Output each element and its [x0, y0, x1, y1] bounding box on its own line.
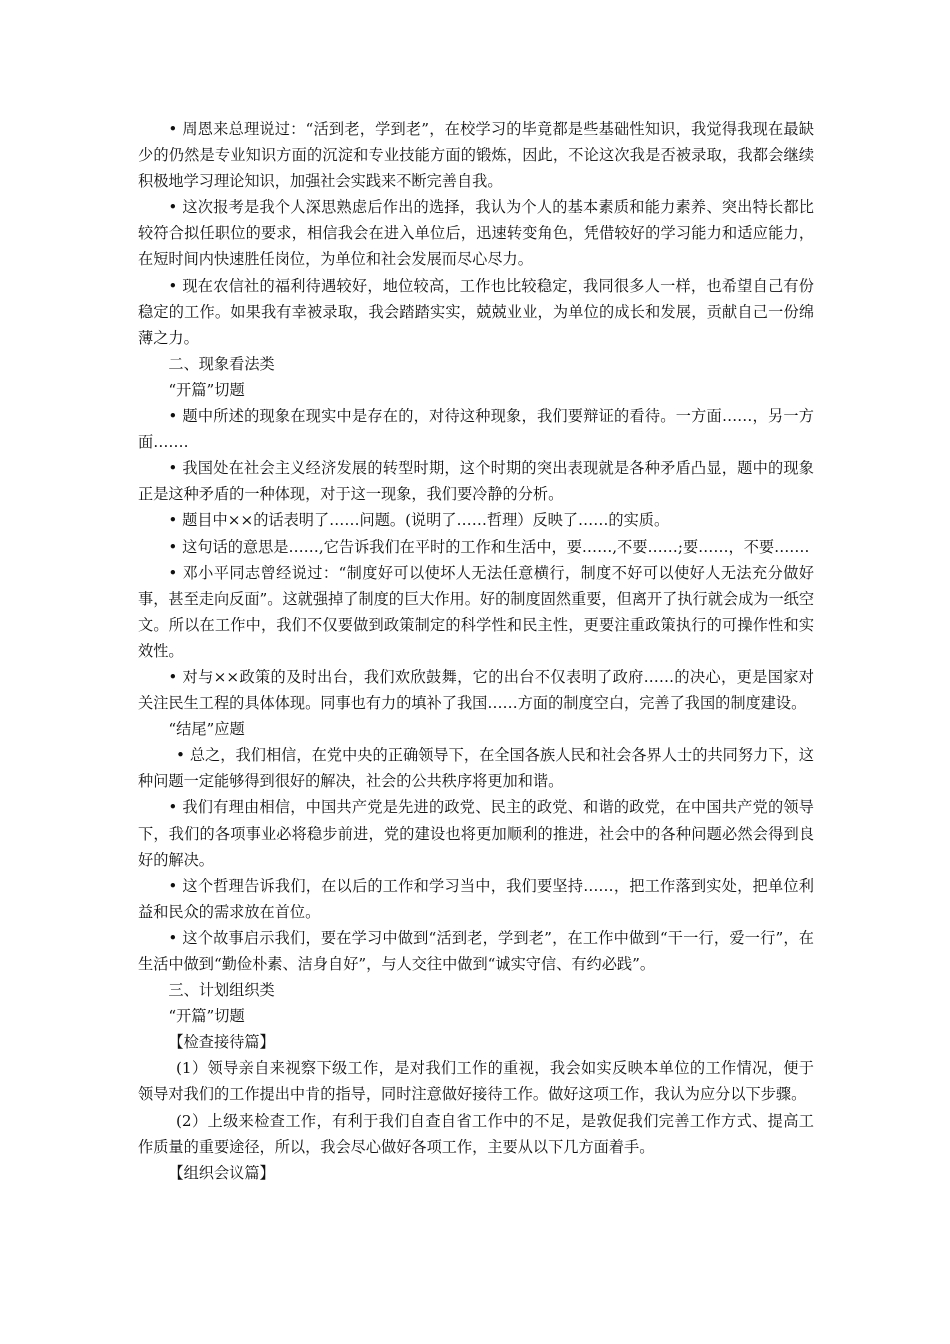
subsection-heading: “结尾”应题 [168, 720, 245, 739]
paragraph: • 题中所述的现象在现实中是存在的，对待这种现象，我们要辩证的看待。一方面……，另一方面……. [138, 407, 814, 452]
paragraph: (2）上级来检查工作，有利于我们自查自省工作中的不足，是敦促我们完善工作方式、提高工作质量的重要途径，所以，我会尽心做好各项工作，主要从以下几方面着手。 [138, 1111, 814, 1156]
paragraph: • 这次报考是我个人深思熟虑后作出的选择，我认为个人的基本素质和能力素养、突出特长都比较符合拟任职位的要求，相信我会在进入单位后，迅速转变角色，凭借较好的学习能力和适应能力，在短时间内快速胜任岗位，为单位和社会发展而尽心尽力。 [138, 198, 814, 269]
section-heading: 三、计划组织类 [168, 981, 275, 1000]
paragraph: • 这个故事启示我们，要在学习中做到“活到老，学到老”，在工作中做到“干一行，爱一行”，在生活中做到“勤俭朴素、洁身自好”，与人交往中做到“诚实守信、有约必践”。 [138, 928, 814, 973]
paragraph: (1）领导亲自来视察下级工作，是对我们工作的重视，我会如实反映本单位的工作情况，便于领导对我们的工作提出中肯的指导，同时注意做好接待工作。做好这项工作，我认为应分以下步骤。 [138, 1059, 814, 1104]
paragraph: • 现在农信社的福利待遇较好，地位较高，工作也比较稳定，我同很多人一样，也希望自己有份稳定的工作。如果我有幸被录取，我会踏踏实实，兢兢业业，为单位的成长和发展，贡献自己一份绵薄之力。 [138, 276, 814, 347]
paragraph: • 总之，我们相信，在党中央的正确领导下，在全国各族人民和社会各界人士的共同努力下，这种问题一定能够得到很好的解决，社会的公共秩序将更加和谐。 [138, 746, 814, 791]
paragraph: • 这个哲理告诉我们，在以后的工作和学习当中，我们要坚持……，把工作落到实处，把单位利益和民众的需求放在首位。 [138, 876, 814, 921]
paragraph: • 对与××政策的及时出台，我们欢欣鼓舞，它的出台不仅表明了政府……的决心，更是国家对关注民生工程的具体体现。同事也有力的填补了我国……方面的制度空白，完善了我国的制度建设。 [138, 667, 814, 713]
bracket-heading: 【组织会议篇】 [168, 1163, 275, 1182]
subsection-heading: “开篇”切题 [168, 380, 245, 399]
bracket-heading: 【检查接待篇】 [168, 1033, 275, 1052]
paragraph: • 我国处在社会主义经济发展的转型时期，这个时期的突出表现就是各种矛盾凸显，题中的现象正是这种矛盾的一种体现，对于这一现象，我们要冷静的分析。 [138, 459, 814, 504]
paragraph: • 周恩来总理说过：“活到老，学到老”，在校学习的毕竟都是些基础性知识，我觉得我现在最缺少的仍然是专业知识方面的沉淀和专业技能方面的锻炼，因此，不论这次我是否被录取，我都会继续积极地学习理论知识，加强社会实践来不断完善自我。 [138, 120, 814, 191]
subsection-heading: “开篇”切题 [168, 1007, 245, 1026]
paragraph: • 邓小平同志曾经说过：“制度好可以使坏人无法任意横行，制度不好可以使好人无法充分做好事，甚至走向反面”。这就强掉了制度的巨大作用。好的制度固然重要，但离开了执行就会成为一纸空文。所以在工作中，我们不仅要做到政策制定的科学性和民主性，更要注重政策执行的可操作性和实效性。 [138, 563, 815, 660]
paragraph: • 题目中××的话表明了……问题。(说明了……哲理）反映了……的实质。 [168, 511, 670, 530]
paragraph: • 这句话的意思是……,它告诉我们在平时的工作和生活中，要……,不要……;要……，不要……. [168, 537, 810, 556]
document-body [138, 116, 814, 1186]
section-heading: 二、现象看法类 [168, 354, 275, 373]
paragraph: • 我们有理由相信，中国共产党是先进的政党、民主的政党、和谐的政党，在中国共产党的领导下，我们的各项事业必将稳步前进，党的建设也将更加顺利的推进，社会中的各种问题必然会得到良好的解决。 [138, 798, 814, 869]
